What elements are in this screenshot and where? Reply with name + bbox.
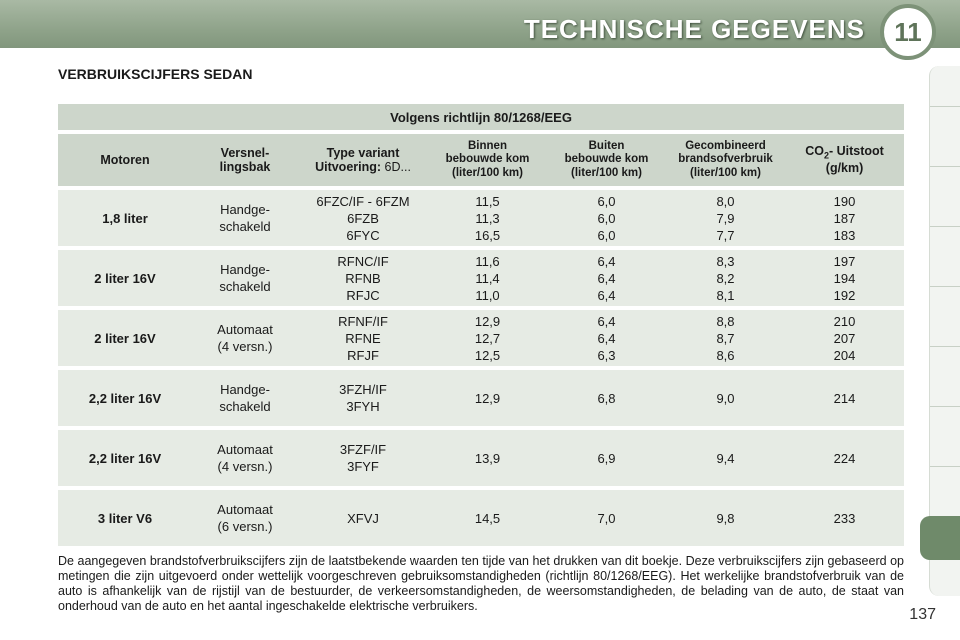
col-header-city: Binnen bebouwde kom (liter/100 km): [428, 134, 547, 186]
cell-motor: 2,2 liter 16V: [58, 430, 192, 486]
page-title: TECHNISCHE GEGEVENS: [523, 14, 865, 44]
cell-type: RFNF/IF RFNE RFJF: [298, 310, 428, 366]
cell-road: 6,4 6,4 6,3: [547, 310, 666, 366]
cell-city: 12,9: [428, 370, 547, 426]
tab-divider: [930, 226, 960, 227]
cell-co2: 190 187 183: [785, 190, 904, 246]
cell-combined: 8,8 8,7 8,6: [666, 310, 785, 366]
section-title: VERBRUIKSCIJFERS SEDAN: [58, 66, 253, 82]
cell-gearbox: Handge- schakeld: [192, 370, 298, 426]
cell-co2: 214: [785, 370, 904, 426]
tab-divider: [930, 406, 960, 407]
table-row: [58, 250, 904, 306]
chapter-tab-active[interactable]: [920, 516, 960, 560]
cell-type: RFNC/IF RFNB RFJC: [298, 250, 428, 306]
cell-city: 11,5 11,3 16,5: [428, 190, 547, 246]
col-header-motor: Motoren: [58, 134, 192, 186]
consumption-table: [58, 100, 904, 550]
cell-combined: 8,3 8,2 8,1: [666, 250, 785, 306]
cell-road: 6,0 6,0 6,0: [547, 190, 666, 246]
cell-road: 6,8: [547, 370, 666, 426]
cell-road: 6,9: [547, 430, 666, 486]
table-row: [58, 490, 904, 546]
cell-city: 12,9 12,7 12,5: [428, 310, 547, 366]
cell-co2: 224: [785, 430, 904, 486]
cell-co2: 210 207 204: [785, 310, 904, 366]
cell-co2: 233: [785, 490, 904, 546]
cell-motor: 2 liter 16V: [58, 250, 192, 306]
cell-gearbox: Handge- schakeld: [192, 250, 298, 306]
cell-type: 6FZC/IF - 6FZM 6FZB 6FYC: [298, 190, 428, 246]
table-caption: Volgens richtlijn 80/1268/EEG: [58, 104, 904, 130]
chapter-badge: [880, 4, 936, 60]
cell-type: XFVJ: [298, 490, 428, 546]
cell-combined: 9,4: [666, 430, 785, 486]
table-body: [58, 190, 904, 546]
cell-road: 7,0: [547, 490, 666, 546]
cell-motor: 3 liter V6: [58, 490, 192, 546]
cell-type: 3FZH/IF 3FYH: [298, 370, 428, 426]
table-row: [58, 310, 904, 366]
col-header-combined: Gecombineerd brandsofverbruik (liter/100 km): [666, 134, 785, 186]
cell-gearbox: Automaat (6 versn.): [192, 490, 298, 546]
cell-combined: 9,8: [666, 490, 785, 546]
tab-divider: [930, 106, 960, 107]
cell-motor: 2 liter 16V: [58, 310, 192, 366]
cell-motor: 2,2 liter 16V: [58, 370, 192, 426]
col-header-type: Type variant Uitvoering: 6D...: [298, 134, 428, 186]
tab-divider: [930, 286, 960, 287]
col-header-gearbox: Versnel- lingsbak: [192, 134, 298, 186]
cell-co2: 197 194 192: [785, 250, 904, 306]
table-row: [58, 430, 904, 486]
cell-combined: 8,0 7,9 7,7: [666, 190, 785, 246]
tab-divider: [930, 466, 960, 467]
cell-gearbox: Automaat (4 versn.): [192, 310, 298, 366]
col-header-road: Buiten bebouwde kom (liter/100 km): [547, 134, 666, 186]
cell-city: 11,6 11,4 11,0: [428, 250, 547, 306]
chapter-number: 11: [894, 16, 922, 47]
page-number: 137: [909, 606, 936, 623]
cell-road: 6,4 6,4 6,4: [547, 250, 666, 306]
col-header-co2: $CO_2-$ Uitstoot (g/km): [785, 134, 904, 186]
cell-motor: 1,8 liter: [58, 190, 192, 246]
cell-city: 14,5: [428, 490, 547, 546]
table-row: [58, 370, 904, 426]
tab-divider: [930, 166, 960, 167]
cell-combined: 9,0: [666, 370, 785, 426]
table-row: [58, 190, 904, 246]
cell-gearbox: Handge- schakeld: [192, 190, 298, 246]
cell-city: 13,9: [428, 430, 547, 486]
cell-type: 3FZF/IF 3FYF: [298, 430, 428, 486]
tab-divider: [930, 346, 960, 347]
footnote: De aangegeven brandstofverbruikscijfers zijn de laatstbekende waarden ten tijde van het drukken van dit boekje. Deze verbruikscijfers zijn gebaseerd op metingen die zijn uitgevoerd onder wettelijk voorgeschreven gebruiksomstandigheden (richtlijn 80/1268/EEG). Het werkelijke brandstofverbruik van de auto is afhankelijk van de rijstijl van de bestuurder, de verkeersomstandigheden, de weersomstandigheden, de belading van de auto, de staat van onderhoud van de auto en het aantal ingeschakelde elektrische verbruikers.: [58, 554, 904, 613]
cell-gearbox: Automaat (4 versn.): [192, 430, 298, 486]
